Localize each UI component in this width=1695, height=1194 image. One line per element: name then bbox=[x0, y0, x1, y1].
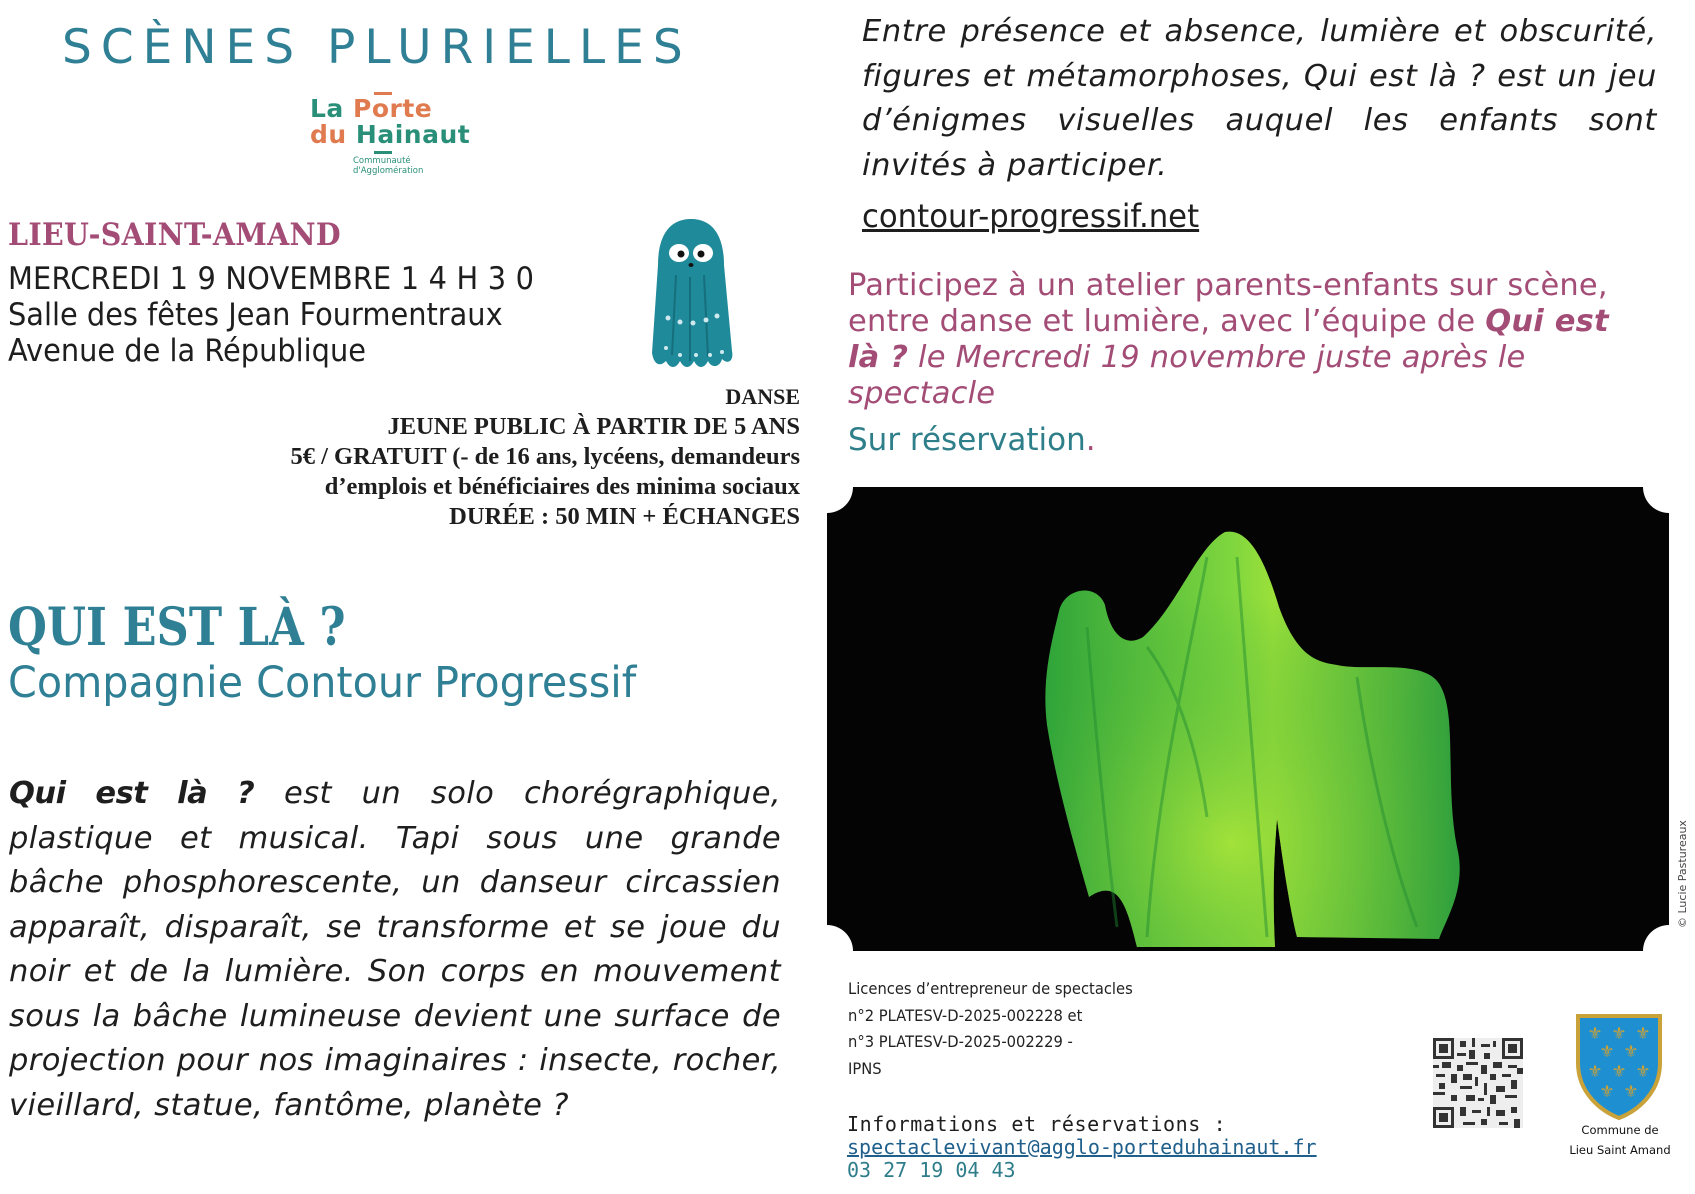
logo-subtitle-2: d'Agglomération bbox=[353, 166, 424, 176]
logo-line2 bbox=[310, 122, 470, 148]
event-date-time: MERCREDI 1 9 NOVEMBRE 1 4 H 3 0 bbox=[8, 261, 535, 297]
licences-line: n°3 PLATESV-D-2025-002229 - bbox=[848, 1032, 1073, 1051]
licences-line: Licences d’entrepreneur de spectacles bbox=[848, 979, 1133, 998]
svg-text:⚜: ⚜ bbox=[1587, 1062, 1603, 1082]
intro-paragraph: Entre présence et absence, lumière et obscurité, figures et métamorphoses, Qui est là ? est un jeu d’énigmes visuelles auquel les enfants sont invités à participer. bbox=[862, 14, 1657, 183]
commune-label-line2: Lieu Saint Amand bbox=[1569, 1143, 1671, 1157]
ghost-mascot-icon bbox=[646, 215, 736, 373]
logo-word-la: La bbox=[310, 94, 344, 123]
workshop-show-name: Qui est là ? bbox=[848, 304, 1609, 375]
genre-label: DANSE bbox=[725, 384, 800, 409]
venue-hall: Salle des fêtes Jean Fourmentraux bbox=[8, 297, 503, 333]
porte-du-hainaut-logo bbox=[308, 92, 473, 178]
website-link[interactable]: contour-progressif.net bbox=[862, 197, 1200, 235]
logo-bar-bottom bbox=[374, 151, 392, 154]
workshop-text-1: Participez à un atelier parents-enfants sur scène, entre danse et lumière, avec l’équipe de bbox=[848, 268, 1608, 339]
qr-code-icon[interactable] bbox=[1433, 1037, 1523, 1129]
workshop-paragraph bbox=[848, 268, 1648, 412]
logo-subtitle-1: Communauté bbox=[353, 156, 411, 166]
licences-line: n°2 PLATESV-D-2025-002228 et bbox=[848, 1005, 1083, 1025]
reservation-note bbox=[848, 420, 1096, 460]
workshop-text-2: le Mercredi 19 novembre juste après le spectacle bbox=[848, 340, 1526, 411]
svg-text:⚜: ⚜ bbox=[1599, 1082, 1615, 1102]
licences-block bbox=[848, 976, 1133, 1082]
svg-text:⚜: ⚜ bbox=[1635, 1024, 1651, 1044]
event-meta bbox=[290, 382, 800, 532]
svg-text:⚜: ⚜ bbox=[1623, 1042, 1639, 1062]
contact-email-link[interactable]: spectaclevivant@agglo-porteduhainaut.fr bbox=[847, 1135, 1317, 1159]
logo-word-du: du bbox=[310, 120, 347, 149]
price-line-2: d’emplois et bénéficiaires des minima sociaux bbox=[324, 473, 800, 500]
logo-word-porte: Porte bbox=[353, 94, 433, 123]
licences-line: IPNS bbox=[848, 1058, 882, 1078]
show-title: QUI EST LÀ ? bbox=[8, 597, 346, 658]
svg-text:⚜: ⚜ bbox=[1599, 1042, 1615, 1062]
info-label: Informations et réservations : bbox=[847, 1112, 1227, 1136]
company-name: Compagnie Contour Progressif bbox=[8, 658, 637, 708]
price-line-1: 5€ / GRATUIT (- de 16 ans, lycéens, demandeurs bbox=[290, 443, 800, 470]
series-title: SCÈNES PLURIELLES bbox=[62, 20, 692, 75]
show-photo bbox=[827, 487, 1669, 951]
contact-phone: 03 27 19 04 43 bbox=[847, 1158, 1016, 1182]
show-description bbox=[9, 772, 781, 1128]
svg-text:⚜: ⚜ bbox=[1611, 1024, 1627, 1044]
description-lead: Qui est là ? bbox=[9, 776, 255, 811]
svg-text:⚜: ⚜ bbox=[1611, 1062, 1627, 1082]
duration-label: DURÉE : 50 MIN + ÉCHANGES bbox=[449, 503, 800, 530]
reservation-text: Sur réservation bbox=[848, 422, 1086, 458]
logo-line1 bbox=[310, 96, 432, 122]
phosphorescent-sheet-image bbox=[827, 487, 1669, 951]
description-body: est un solo chorégraphique, plastique et musical. Tapi sous une grande bâche phosphorescente, un danseur circassien apparaît, disparaît, se transforme et se joue du noir et de la lumière. Son corps en mouvement sous la bâche lumineuse devient une surface de projection pour nos imaginaires : insecte, rocher, vieillard, statue, fantôme, planète ? bbox=[9, 776, 781, 1123]
contact-info bbox=[847, 1113, 1317, 1182]
venue-city: LIEU-SAINT-AMAND bbox=[8, 217, 341, 253]
svg-text:⚜: ⚜ bbox=[1587, 1024, 1603, 1044]
coat-of-arms-icon bbox=[1575, 1013, 1663, 1121]
reservation-dot: . bbox=[1085, 422, 1096, 458]
svg-text:⚜: ⚜ bbox=[1623, 1082, 1639, 1102]
commune-label-line1: Commune de bbox=[1581, 1123, 1659, 1137]
commune-label bbox=[1560, 1120, 1680, 1160]
logo-word-hainaut: Hainaut bbox=[355, 120, 471, 149]
photo-credit: © Lucie Pastureaux bbox=[1676, 820, 1689, 928]
audience-label: JEUNE PUBLIC À PARTIR DE 5 ANS bbox=[387, 413, 800, 440]
venue-street: Avenue de la République bbox=[8, 333, 367, 369]
svg-text:⚜: ⚜ bbox=[1635, 1062, 1651, 1082]
